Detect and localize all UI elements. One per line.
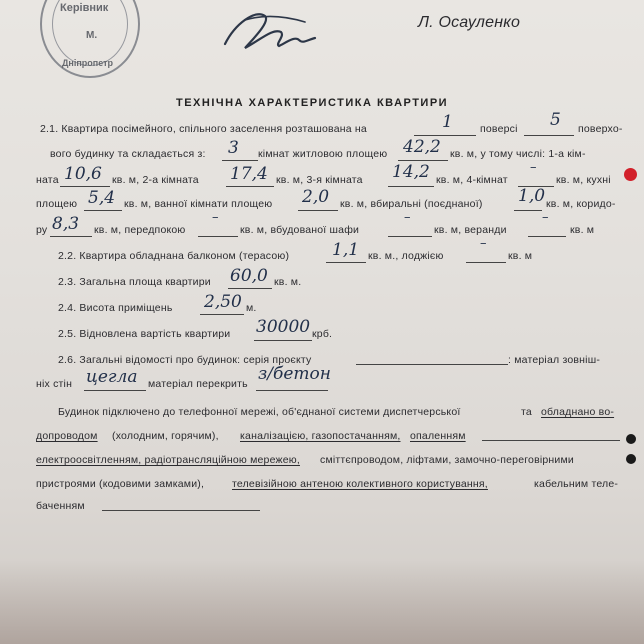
hand-floor: 1 bbox=[442, 112, 453, 132]
hand-room3: 14,2 bbox=[392, 162, 430, 182]
ceiling-label: матеріал перекрить bbox=[148, 378, 248, 390]
corridor-prefix: ру bbox=[36, 224, 48, 236]
hand-floors: 5 bbox=[550, 110, 561, 130]
room1-prefix: ната bbox=[36, 174, 59, 186]
floors-label: поверхо- bbox=[578, 123, 623, 135]
loggia-label: кв. м., лоджією bbox=[368, 250, 444, 262]
para-line-1a: Будинок підключено до телефонної мережі, об'єднаної системи диспетчерської bbox=[58, 406, 461, 418]
red-mark bbox=[624, 168, 637, 181]
page-bottom-shadow bbox=[0, 560, 644, 644]
hall-label: кв. м, передпокою bbox=[94, 224, 186, 236]
stamp-text-3: Дніпропетр bbox=[62, 58, 114, 68]
loggia-unit: кв. м bbox=[508, 250, 533, 262]
total-area-unit: кв. м. bbox=[274, 276, 302, 288]
section-2-2-text: 2.2. Квартира обладнана балконом (терасою) bbox=[58, 250, 290, 262]
hand-hall: – bbox=[212, 210, 219, 225]
fill-line-toilet bbox=[514, 210, 542, 211]
para-line-1c: обладнано во- bbox=[541, 406, 615, 418]
bath-label: кв. м, ванної кімнати площею bbox=[124, 198, 273, 210]
hand-loggia: – bbox=[480, 236, 487, 251]
fill-line-hall bbox=[198, 236, 238, 237]
black-mark-1 bbox=[626, 434, 636, 444]
fill-line-corridor bbox=[50, 236, 92, 237]
section-2-5-text: 2.5. Відновлена вартість квартири bbox=[58, 328, 231, 340]
fill-line-rooms bbox=[222, 160, 258, 161]
hand-balcony: 1,1 bbox=[332, 240, 360, 260]
para-line-2c: каналізацією, газопостачанням, bbox=[240, 430, 401, 442]
veranda-label: кв. м, веранди bbox=[434, 224, 507, 236]
hand-toilet: 1,0 bbox=[518, 186, 546, 206]
hand-height: 2,50 bbox=[204, 292, 242, 312]
hand-veranda: – bbox=[542, 210, 549, 225]
fill-line-series bbox=[356, 364, 508, 365]
room2-label: кв. м, 2-а кімната bbox=[112, 174, 199, 186]
para-line-2a: допроводом bbox=[36, 430, 98, 442]
floor-label: поверсі bbox=[480, 123, 518, 135]
living-area-label: кімнат житловою площею bbox=[258, 148, 388, 160]
fill-line-veranda bbox=[528, 236, 566, 237]
document-title: ТЕХНІЧНА ХАРАКТЕРИСТИКА КВАРТИРИ bbox=[176, 97, 449, 109]
signature-name: Л. Осауленко bbox=[418, 14, 521, 31]
fill-line-height bbox=[200, 314, 244, 315]
fill-line-bath bbox=[298, 210, 338, 211]
cost-unit: крб. bbox=[312, 328, 333, 340]
fill-line-room2 bbox=[226, 186, 274, 187]
para-line-1b: та bbox=[521, 406, 532, 418]
section-2-6-text: 2.6. Загальні відомості про будинок: серія проєкту bbox=[58, 354, 312, 366]
para-line-4b: телевізійною антеною колективного користування, bbox=[232, 478, 488, 490]
hand-corridor: 8,3 bbox=[52, 214, 80, 234]
fill-line-cable-tv bbox=[102, 510, 260, 511]
walls-material-label: : матеріал зовніш- bbox=[508, 354, 601, 366]
hand-rooms: 3 bbox=[228, 138, 239, 158]
incl-label: кв. м, у тому числі: 1-а кім- bbox=[450, 148, 586, 160]
hand-room1: 10,6 bbox=[64, 164, 102, 184]
corridor-label: кв. м, коридо- bbox=[546, 198, 616, 210]
para-line-3a: електроосвітленням, радіотрансляційною мережею, bbox=[36, 454, 300, 466]
hand-total-area: 60,0 bbox=[230, 266, 268, 286]
round-stamp bbox=[40, 0, 140, 78]
section-2-3-text: 2.3. Загальна площа квартири bbox=[58, 276, 211, 288]
para-line-5a: баченням bbox=[36, 500, 85, 512]
hand-room4: – bbox=[530, 160, 537, 175]
toilet-label: кв. м, вбиральні (поєднаної) bbox=[340, 198, 483, 210]
section-2-1-text: 2.1. Квартира посімейного, спільного заселення розташована на bbox=[40, 123, 367, 135]
hand-wardrobe: – bbox=[404, 210, 411, 225]
fill-line-cost bbox=[254, 340, 312, 341]
fill-line-heating bbox=[482, 440, 620, 441]
rooms-intro: вого будинку та складається з: bbox=[50, 148, 206, 160]
fill-line-floor bbox=[414, 135, 476, 136]
kitchen-area-prefix: площею bbox=[36, 198, 78, 210]
stamp-text-2: М. bbox=[86, 30, 98, 41]
hand-walls: цегла bbox=[86, 367, 138, 387]
fill-line-kitchen-area bbox=[84, 210, 122, 211]
room4-label: кв. м, 4-кімнат bbox=[436, 174, 508, 186]
hand-bath: 2,0 bbox=[302, 187, 330, 207]
room3-label: кв. м, 3-я кімната bbox=[276, 174, 363, 186]
height-unit: м. bbox=[246, 302, 257, 314]
fill-line-living-area bbox=[398, 160, 448, 161]
fill-line-balcony bbox=[326, 262, 366, 263]
fill-line-loggia bbox=[466, 262, 506, 263]
para-line-2d: опаленням bbox=[410, 430, 466, 442]
stamp-text-1: Керівник bbox=[60, 2, 109, 14]
hand-room2: 17,4 bbox=[230, 164, 268, 184]
hand-ceiling: з/бетон bbox=[258, 364, 331, 384]
fill-line-floors bbox=[524, 135, 574, 136]
fill-line-wardrobe bbox=[388, 236, 432, 237]
fill-line-room1 bbox=[60, 186, 110, 187]
hand-living-area: 42,2 bbox=[403, 137, 441, 157]
kitchen-label: кв. м, кухні bbox=[556, 174, 611, 186]
fill-line-total-area bbox=[228, 288, 272, 289]
hand-kitchen-area: 5,4 bbox=[88, 188, 116, 208]
black-mark-2 bbox=[626, 454, 636, 464]
wardrobe-label: кв. м, вбудованої шафи bbox=[240, 224, 360, 236]
fill-line-ceiling bbox=[256, 390, 328, 391]
walls-prefix: ніх стін bbox=[36, 378, 73, 390]
section-2-4-text: 2.4. Висота приміщень bbox=[58, 302, 173, 314]
veranda-unit: кв. м bbox=[570, 224, 595, 236]
para-line-2b: (холодним, горячим), bbox=[112, 430, 219, 442]
para-line-4c: кабельним теле- bbox=[534, 478, 619, 490]
handwritten-signature bbox=[215, 4, 325, 56]
para-line-4a: пристроями (кодовими замками), bbox=[36, 478, 205, 490]
fill-line-walls bbox=[84, 390, 146, 391]
para-line-3b: сміттєпроводом, ліфтами, замочно-переговірними bbox=[320, 454, 574, 466]
hand-cost: 30000 bbox=[256, 317, 311, 337]
fill-line-room3 bbox=[388, 186, 434, 187]
